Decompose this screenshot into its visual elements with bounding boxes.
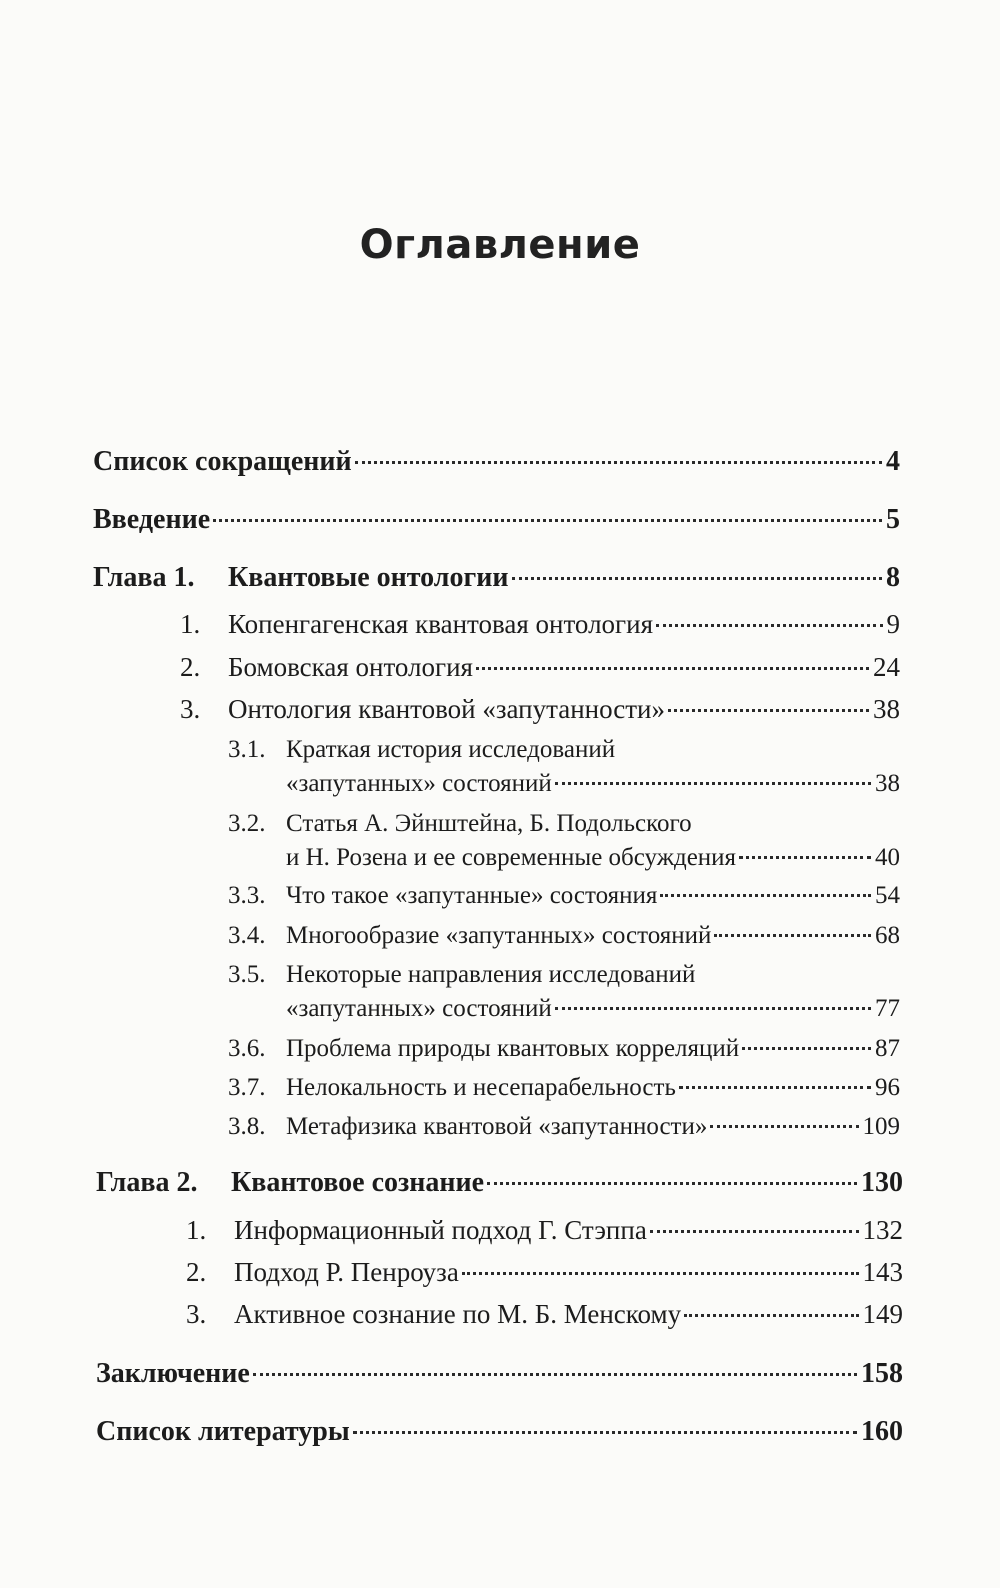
toc-page-number: 68	[875, 922, 900, 949]
page-title: Оглавление	[359, 222, 641, 268]
toc-entry-2-1[interactable]	[186, 1213, 903, 1247]
toc-entry-text-line1: Статья А. Эйнштейна, Б. Подольского	[286, 810, 692, 837]
toc-entry-text: Список литературы	[96, 1416, 350, 1447]
section-number: 3.	[186, 1299, 207, 1329]
subsection-number: 3.8.	[228, 1113, 266, 1140]
toc-page-number: 130	[861, 1167, 903, 1198]
chapter-number: Глава 2.	[96, 1167, 198, 1198]
toc-entry-text: Многообразие «запутанных» состояний	[286, 922, 712, 949]
toc-page-number: 38	[873, 694, 900, 724]
toc-entry-text: Копенгагенская квантовая онтология	[228, 609, 653, 639]
dot-leader	[714, 934, 871, 937]
dot-leader	[476, 667, 869, 670]
toc-entry-text: Что такое «запутанные» состояния	[286, 882, 658, 909]
toc-page-number: 109	[862, 1113, 900, 1140]
toc-entry-3-3[interactable]	[228, 879, 900, 913]
toc-entry-3-4[interactable]	[228, 919, 900, 953]
toc-entry-text: Заключение	[96, 1358, 250, 1389]
toc-entry-3-2-first-line	[228, 807, 692, 841]
subsection-number: 3.1.	[228, 736, 266, 763]
section-number: 1.	[180, 609, 201, 639]
toc-entry-text: Активное сознание по М. Б. Менскому	[234, 1299, 682, 1329]
subsection-number: 3.5.	[228, 961, 266, 988]
dot-leader	[213, 519, 882, 522]
toc-page-number: 87	[875, 1035, 900, 1062]
toc-entry-conclusion[interactable]	[96, 1357, 903, 1391]
toc-page-number: 158	[861, 1358, 903, 1389]
toc-page-number: 9	[886, 609, 900, 639]
toc-page-number: 160	[861, 1416, 903, 1447]
toc-entry-text-line1: Краткая история исследований	[286, 736, 616, 763]
toc-entry-text: и Н. Розена и ее современные обсуждения	[286, 844, 737, 871]
toc-entry-text-line1: Некоторые направления исследований	[286, 961, 696, 988]
toc-entry-3-1[interactable]	[286, 767, 900, 801]
toc-entry-3-5[interactable]	[286, 992, 900, 1026]
toc-entry-text: Введение	[93, 504, 211, 535]
toc-page-number: 40	[875, 844, 900, 871]
toc-page-number: 4	[886, 446, 900, 477]
toc-entry-text: «запутанных» состояний	[286, 995, 552, 1022]
subsection-number: 3.7.	[228, 1074, 266, 1101]
subsection-number: 3.6.	[228, 1035, 266, 1062]
dot-leader	[650, 1230, 859, 1233]
toc-entry-bibliography[interactable]	[96, 1415, 903, 1449]
toc-entry-text: Бомовская онтология	[228, 652, 473, 682]
dot-leader	[710, 1125, 858, 1128]
toc-entry-3-8[interactable]	[228, 1110, 900, 1144]
dot-leader	[739, 856, 871, 859]
toc-entry-chapter-2[interactable]	[96, 1166, 903, 1200]
toc-entry-text: «запутанных» состояний	[286, 770, 552, 797]
toc-page-number: 38	[875, 770, 900, 797]
dot-leader	[512, 577, 883, 580]
dot-leader	[684, 1314, 858, 1317]
section-number: 3.	[180, 694, 201, 724]
dot-leader	[656, 624, 883, 627]
toc-entry-2-3[interactable]	[186, 1297, 903, 1331]
toc-entry-abbreviations[interactable]	[93, 445, 900, 479]
dot-leader	[487, 1182, 857, 1185]
toc-page-number: 5	[886, 504, 900, 535]
section-number: 2.	[180, 652, 201, 682]
dot-leader	[555, 1007, 871, 1010]
dot-leader	[668, 709, 869, 712]
toc-entry-chapter-1[interactable]	[93, 561, 900, 595]
dot-leader	[679, 1086, 871, 1089]
toc-entry-1-3[interactable]	[180, 692, 900, 726]
subsection-number: 3.3.	[228, 882, 266, 909]
toc-entry-text: Подход Р. Пенроуза	[234, 1257, 459, 1287]
toc-page-number: 54	[875, 882, 900, 909]
toc-entry-text: Онтология квантовой «запутанности»	[228, 694, 666, 724]
toc-page-number: 143	[862, 1257, 903, 1287]
toc-entry-text: Список сокращений	[93, 446, 352, 477]
dot-leader	[355, 461, 882, 464]
toc-entry-text: Квантовое сознание	[231, 1167, 485, 1198]
section-number: 2.	[186, 1257, 207, 1287]
subsection-number: 3.2.	[228, 810, 266, 837]
toc-entry-introduction[interactable]	[93, 503, 900, 537]
section-number: 1.	[186, 1215, 207, 1245]
toc-entry-3-7[interactable]	[228, 1071, 900, 1105]
toc-entry-3-5-first-line	[228, 958, 695, 992]
toc-entry-2-2[interactable]	[186, 1255, 903, 1289]
subsection-number: 3.4.	[228, 922, 266, 949]
toc-entry-text: Нелокальность и несепарабельность	[286, 1074, 676, 1101]
chapter-number: Глава 1.	[93, 562, 195, 593]
dot-leader	[353, 1431, 857, 1434]
toc-page-number: 132	[862, 1215, 903, 1245]
toc-page-number: 96	[875, 1074, 900, 1101]
dot-leader	[742, 1047, 871, 1050]
toc-page-number: 8	[886, 562, 900, 593]
toc-entry-3-2[interactable]	[286, 841, 900, 875]
toc-entry-text: Проблема природы квантовых корреляций	[286, 1035, 740, 1062]
dot-leader	[462, 1272, 859, 1275]
toc-page-number: 149	[862, 1299, 903, 1329]
toc-page-number: 24	[873, 652, 900, 682]
toc-entry-3-6[interactable]	[228, 1032, 900, 1066]
toc-entry-text: Квантовые онтологии	[228, 562, 509, 593]
toc-page-number: 77	[875, 995, 900, 1022]
toc-entry-1-2[interactable]	[180, 650, 900, 684]
dot-leader	[555, 782, 871, 785]
toc-entry-3-1-first-line	[228, 733, 615, 767]
dot-leader	[253, 1373, 857, 1376]
toc-entry-1-1[interactable]	[180, 607, 900, 641]
toc-entry-text: Метафизика квантовой «запутанности»	[286, 1113, 708, 1140]
toc-entry-text: Информационный подход Г. Стэппа	[234, 1215, 647, 1245]
dot-leader	[660, 894, 871, 897]
